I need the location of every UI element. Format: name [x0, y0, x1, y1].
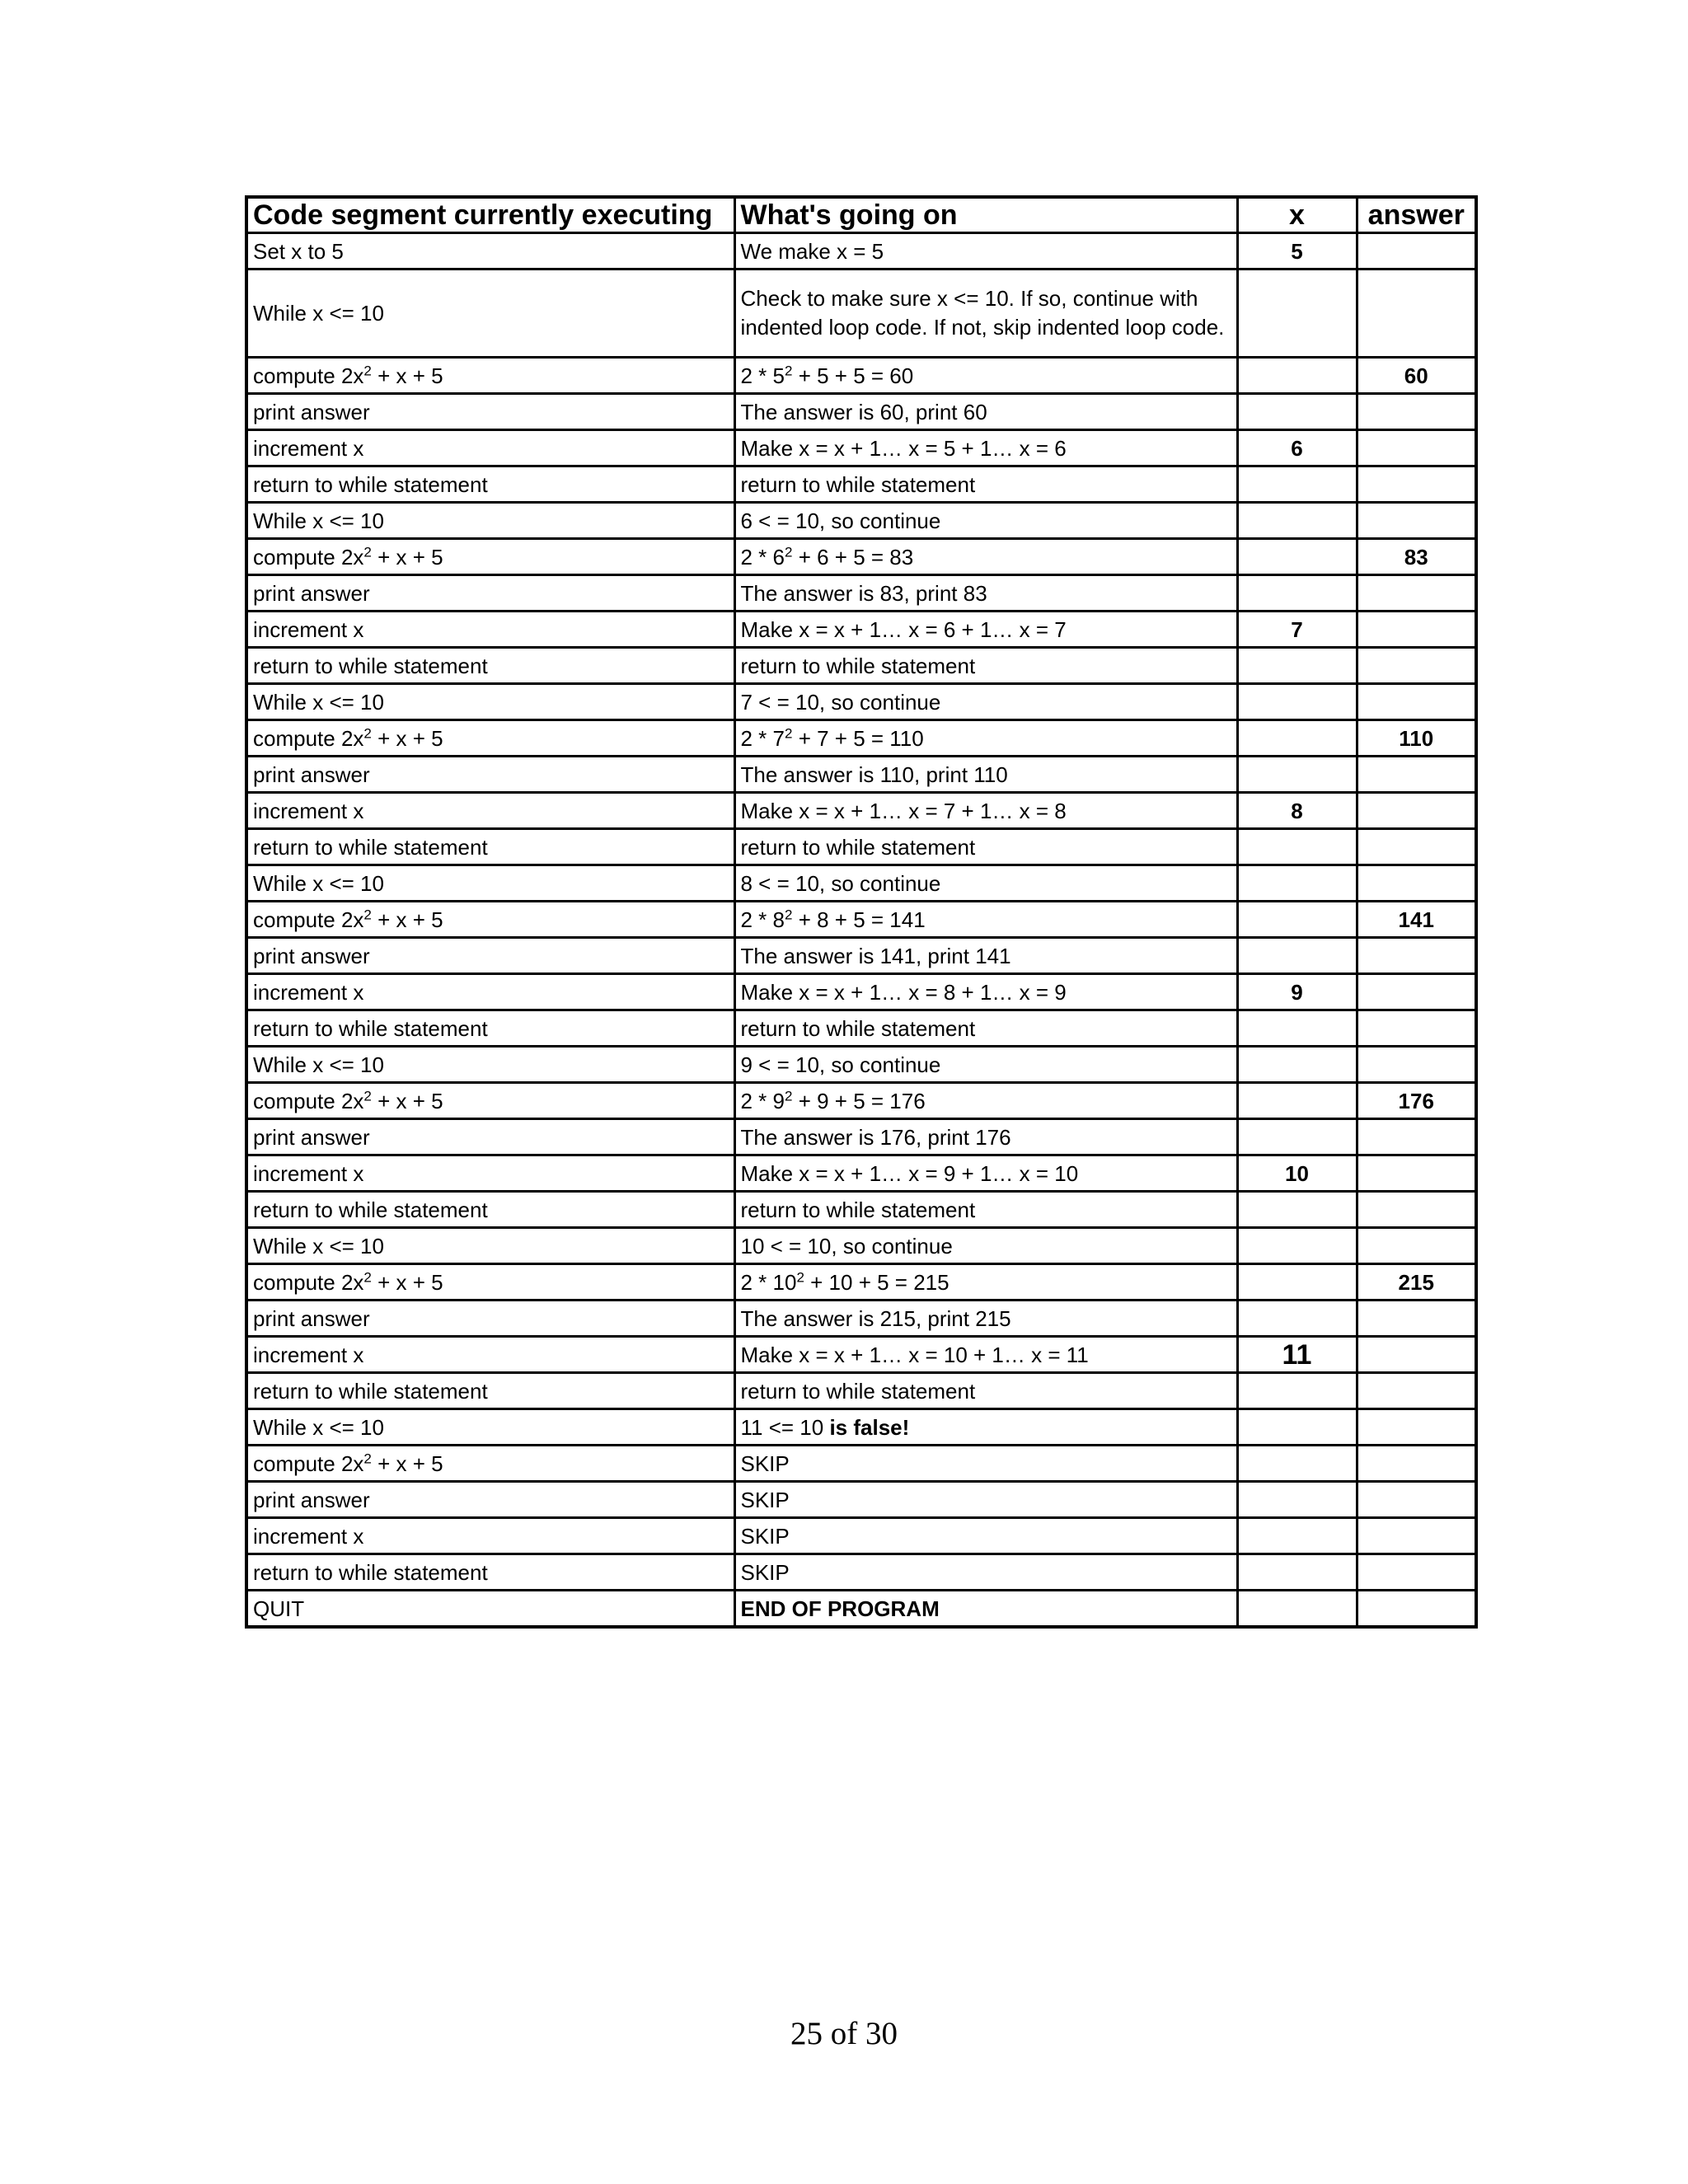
answer-value-cell [1357, 1301, 1476, 1337]
code-segment-cell: print answer [246, 1301, 734, 1337]
description-cell: 9 < = 10, so continue [734, 1047, 1237, 1083]
table-row [246, 1482, 1476, 1518]
x-value-cell: 5 [1237, 233, 1357, 269]
answer-value-cell [1357, 1155, 1476, 1192]
code-segment-cell: print answer [246, 394, 734, 430]
x-value-cell [1237, 1591, 1357, 1628]
table-row [246, 1446, 1476, 1482]
code-segment-cell: return to while statement [246, 829, 734, 865]
answer-value-cell [1357, 1409, 1476, 1446]
description-text: + 6 + 5 = 83 [792, 544, 914, 569]
answer-value-cell [1357, 829, 1476, 865]
table-row [246, 269, 1476, 358]
answer-value-cell [1357, 1446, 1476, 1482]
description-text: 2 * 6 [740, 544, 785, 569]
table-row [246, 1010, 1476, 1047]
description-cell: SKIP [734, 1554, 1237, 1591]
x-value-cell [1237, 1047, 1357, 1083]
answer-value-cell [1357, 865, 1476, 902]
table-row [246, 233, 1476, 269]
x-value-cell: 7 [1237, 612, 1357, 648]
code-segment-cell: return to while statement [246, 1554, 734, 1591]
answer-value-cell [1357, 269, 1476, 358]
table-row [246, 1591, 1476, 1628]
code-segment-cell: return to while statement [246, 1010, 734, 1047]
answer-value-cell: 176 [1357, 1083, 1476, 1119]
description-cell [734, 1591, 1237, 1628]
x-value-cell [1237, 503, 1357, 539]
table-row [246, 466, 1476, 503]
answer-value-cell: 141 [1357, 902, 1476, 938]
code-segment-cell: While x <= 10 [246, 1228, 734, 1264]
table-row [246, 1337, 1476, 1373]
description-cell: Make x = x + 1… x = 5 + 1… x = 6 [734, 430, 1237, 466]
description-cell: Make x = x + 1… x = 10 + 1… x = 11 [734, 1337, 1237, 1373]
code-segment-cell: Set x to 5 [246, 233, 734, 269]
description-text: + 7 + 5 = 110 [792, 725, 924, 751]
answer-value-cell [1357, 757, 1476, 793]
code-segment-cell [246, 720, 734, 757]
code-segment-cell: print answer [246, 757, 734, 793]
header-answer: answer [1357, 197, 1476, 233]
description-cell: SKIP [734, 1482, 1237, 1518]
code-text: + x + 5 [371, 363, 443, 388]
x-value-cell [1237, 575, 1357, 612]
x-value-cell [1237, 1119, 1357, 1155]
answer-value-cell [1357, 1192, 1476, 1228]
description-text: 2 * 9 [740, 1088, 785, 1113]
description-cell: return to while statement [734, 648, 1237, 684]
x-value-cell [1237, 1482, 1357, 1518]
code-text: compute 2x [253, 544, 364, 569]
table-row [246, 1409, 1476, 1446]
description-text: 2 * 5 [740, 363, 785, 388]
x-value-cell [1237, 1192, 1357, 1228]
description-cell: Make x = x + 1… x = 7 + 1… x = 8 [734, 793, 1237, 829]
description-cell: SKIP [734, 1518, 1237, 1554]
code-segment-cell: print answer [246, 1119, 734, 1155]
description-text: 2 * 10 [740, 1269, 797, 1295]
answer-value-cell [1357, 793, 1476, 829]
table-row [246, 1083, 1476, 1119]
table-row [246, 793, 1476, 829]
table-row [246, 575, 1476, 612]
table-row [246, 1047, 1476, 1083]
answer-value-cell [1357, 466, 1476, 503]
code-segment-cell: print answer [246, 1482, 734, 1518]
answer-value-cell [1357, 503, 1476, 539]
answer-value-cell [1357, 648, 1476, 684]
description-text: + 10 + 5 = 215 [804, 1269, 950, 1295]
description-cell [734, 1264, 1237, 1301]
table-header-row [246, 197, 1476, 233]
code-segment-cell: While x <= 10 [246, 1409, 734, 1446]
x-value-cell [1237, 539, 1357, 575]
answer-value-cell: 60 [1357, 358, 1476, 394]
table-row [246, 1301, 1476, 1337]
code-segment-cell: increment x [246, 612, 734, 648]
answer-value-cell [1357, 1591, 1476, 1628]
header-code-segment: Code segment currently executing [246, 197, 734, 233]
x-value-cell [1237, 358, 1357, 394]
answer-value-cell [1357, 1010, 1476, 1047]
x-value-cell [1237, 1554, 1357, 1591]
description-cell [734, 902, 1237, 938]
code-text: compute 2x [253, 1088, 364, 1113]
table-row [246, 684, 1476, 720]
description-cell [734, 720, 1237, 757]
description-exponent: 2 [785, 1087, 793, 1104]
code-segment-cell [246, 1083, 734, 1119]
code-segment-cell: While x <= 10 [246, 269, 734, 358]
x-value-cell: 6 [1237, 430, 1357, 466]
code-text: compute 2x [253, 1451, 364, 1476]
code-exponent: 2 [363, 1087, 372, 1104]
description-cell: The answer is 215, print 215 [734, 1301, 1237, 1337]
answer-value-cell [1357, 575, 1476, 612]
description-text: 2 * 8 [740, 907, 785, 932]
description-cell: 7 < = 10, so continue [734, 684, 1237, 720]
description-cell: The answer is 60, print 60 [734, 394, 1237, 430]
code-segment-cell: return to while statement [246, 648, 734, 684]
x-value-cell [1237, 1518, 1357, 1554]
answer-value-cell: 83 [1357, 539, 1476, 575]
code-segment-cell: increment x [246, 430, 734, 466]
code-segment-cell [246, 539, 734, 575]
x-value-cell [1237, 394, 1357, 430]
description-exponent: 2 [785, 906, 793, 922]
answer-value-cell [1357, 394, 1476, 430]
code-exponent: 2 [363, 1450, 372, 1466]
x-value-cell [1237, 684, 1357, 720]
code-text: + x + 5 [371, 544, 443, 569]
code-text: + x + 5 [371, 1269, 443, 1295]
answer-value-cell [1357, 1337, 1476, 1373]
x-value-cell [1237, 1446, 1357, 1482]
x-value-cell [1237, 1409, 1357, 1446]
x-value-cell: 8 [1237, 793, 1357, 829]
code-exponent: 2 [363, 906, 372, 922]
code-segment-cell: return to while statement [246, 1373, 734, 1409]
answer-value-cell: 215 [1357, 1264, 1476, 1301]
x-value-cell [1237, 1083, 1357, 1119]
x-value-cell [1237, 1010, 1357, 1047]
code-segment-cell [246, 902, 734, 938]
answer-value-cell [1357, 938, 1476, 974]
x-value-cell [1237, 865, 1357, 902]
answer-value-cell [1357, 233, 1476, 269]
x-value-cell [1237, 829, 1357, 865]
code-segment-cell: increment x [246, 974, 734, 1010]
table-row [246, 1155, 1476, 1192]
description-cell: Make x = x + 1… x = 9 + 1… x = 10 [734, 1155, 1237, 1192]
x-value-cell [1237, 757, 1357, 793]
x-value-cell [1237, 938, 1357, 974]
description-text: 11 <= 10 [740, 1414, 830, 1440]
description-cell: return to while statement [734, 466, 1237, 503]
description-cell: SKIP [734, 1446, 1237, 1482]
code-segment-cell: print answer [246, 575, 734, 612]
x-value-cell [1237, 1373, 1357, 1409]
description-cell: Check to make sure x <= 10. If so, continue with indented loop code. If not, skip indented loop code. [734, 269, 1237, 358]
answer-value-cell [1357, 1119, 1476, 1155]
answer-value-cell [1357, 684, 1476, 720]
code-segment-cell [246, 358, 734, 394]
description-cell: return to while statement [734, 1192, 1237, 1228]
table-row [246, 1518, 1476, 1554]
answer-value-cell [1357, 1554, 1476, 1591]
x-value-cell: 11 [1237, 1337, 1357, 1373]
description-cell [734, 539, 1237, 575]
answer-value-cell [1357, 1047, 1476, 1083]
x-value-cell [1237, 1228, 1357, 1264]
code-exponent: 2 [363, 724, 372, 741]
x-value-cell [1237, 902, 1357, 938]
table-row [246, 648, 1476, 684]
code-segment-cell: While x <= 10 [246, 684, 734, 720]
description-cell: The answer is 176, print 176 [734, 1119, 1237, 1155]
answer-value-cell [1357, 1373, 1476, 1409]
table-row [246, 829, 1476, 865]
code-exponent: 2 [363, 543, 372, 560]
code-segment-cell: return to while statement [246, 1192, 734, 1228]
x-value-cell [1237, 1301, 1357, 1337]
table-row [246, 1119, 1476, 1155]
description-cell [734, 1083, 1237, 1119]
description-cell: 10 < = 10, so continue [734, 1228, 1237, 1264]
table-row [246, 1228, 1476, 1264]
answer-value-cell [1357, 1518, 1476, 1554]
answer-value-cell [1357, 1482, 1476, 1518]
code-text: + x + 5 [371, 1088, 443, 1113]
answer-value-cell [1357, 1228, 1476, 1264]
code-segment-cell [246, 1264, 734, 1301]
code-text: compute 2x [253, 363, 364, 388]
x-value-cell: 9 [1237, 974, 1357, 1010]
page-number: 25 of 30 [790, 2016, 898, 2051]
description-cell: return to while statement [734, 829, 1237, 865]
code-text: compute 2x [253, 907, 364, 932]
code-text: compute 2x [253, 725, 364, 751]
x-value-cell [1237, 648, 1357, 684]
table-row [246, 865, 1476, 902]
description-cell: The answer is 110, print 110 [734, 757, 1237, 793]
description-cell: return to while statement [734, 1010, 1237, 1047]
description-emphasis: END OF PROGRAM [740, 1596, 940, 1621]
description-text: + 5 + 5 = 60 [792, 363, 914, 388]
description-cell: return to while statement [734, 1373, 1237, 1409]
code-segment-cell: increment x [246, 1337, 734, 1373]
description-cell: 6 < = 10, so continue [734, 503, 1237, 539]
answer-value-cell [1357, 974, 1476, 1010]
code-segment-cell: While x <= 10 [246, 1047, 734, 1083]
table-row [246, 720, 1476, 757]
table-row [246, 1554, 1476, 1591]
code-text: + x + 5 [371, 1451, 443, 1476]
description-exponent: 2 [785, 362, 793, 378]
table-row [246, 1192, 1476, 1228]
description-text: 2 * 7 [740, 725, 785, 751]
table-row [246, 757, 1476, 793]
code-text: compute 2x [253, 1269, 364, 1295]
code-segment-cell: increment x [246, 1155, 734, 1192]
x-value-cell: 10 [1237, 1155, 1357, 1192]
table-row [246, 938, 1476, 974]
code-exponent: 2 [363, 1268, 372, 1285]
x-value-cell [1237, 269, 1357, 358]
table-row [246, 358, 1476, 394]
x-value-cell [1237, 1264, 1357, 1301]
table-row [246, 1264, 1476, 1301]
description-cell: 8 < = 10, so continue [734, 865, 1237, 902]
table-row [246, 612, 1476, 648]
execution-trace-table [245, 195, 1478, 1629]
table-row [246, 974, 1476, 1010]
code-segment-cell: increment x [246, 1518, 734, 1554]
description-cell: Make x = x + 1… x = 8 + 1… x = 9 [734, 974, 1237, 1010]
description-cell: The answer is 83, print 83 [734, 575, 1237, 612]
code-segment-cell: return to while statement [246, 466, 734, 503]
description-emphasis: is false! [829, 1414, 910, 1440]
table-row [246, 902, 1476, 938]
description-text: + 8 + 5 = 141 [792, 907, 926, 932]
description-cell [734, 1409, 1237, 1446]
description-text: + 9 + 5 = 176 [792, 1088, 926, 1113]
description-cell [734, 358, 1237, 394]
answer-value-cell [1357, 430, 1476, 466]
code-segment-cell: While x <= 10 [246, 865, 734, 902]
table-row [246, 503, 1476, 539]
description-exponent: 2 [785, 543, 793, 560]
table-row [246, 1373, 1476, 1409]
header-whats-going-on: What's going on [734, 197, 1237, 233]
description-exponent: 2 [785, 724, 793, 741]
table-row [246, 430, 1476, 466]
table-row [246, 539, 1476, 575]
answer-value-cell [1357, 612, 1476, 648]
code-segment-cell: increment x [246, 793, 734, 829]
code-segment-cell: QUIT [246, 1591, 734, 1628]
code-text: + x + 5 [371, 725, 443, 751]
x-value-cell [1237, 720, 1357, 757]
description-exponent: 2 [796, 1268, 804, 1285]
code-segment-cell: print answer [246, 938, 734, 974]
table-body [246, 233, 1476, 1628]
description-cell: We make x = 5 [734, 233, 1237, 269]
code-exponent: 2 [363, 362, 372, 378]
code-text: + x + 5 [371, 907, 443, 932]
answer-value-cell: 110 [1357, 720, 1476, 757]
code-segment-cell: While x <= 10 [246, 503, 734, 539]
header-x: x [1237, 197, 1357, 233]
description-cell: The answer is 141, print 141 [734, 938, 1237, 974]
x-value-cell [1237, 466, 1357, 503]
description-cell: Make x = x + 1… x = 6 + 1… x = 7 [734, 612, 1237, 648]
table-row [246, 394, 1476, 430]
code-segment-cell [246, 1446, 734, 1482]
